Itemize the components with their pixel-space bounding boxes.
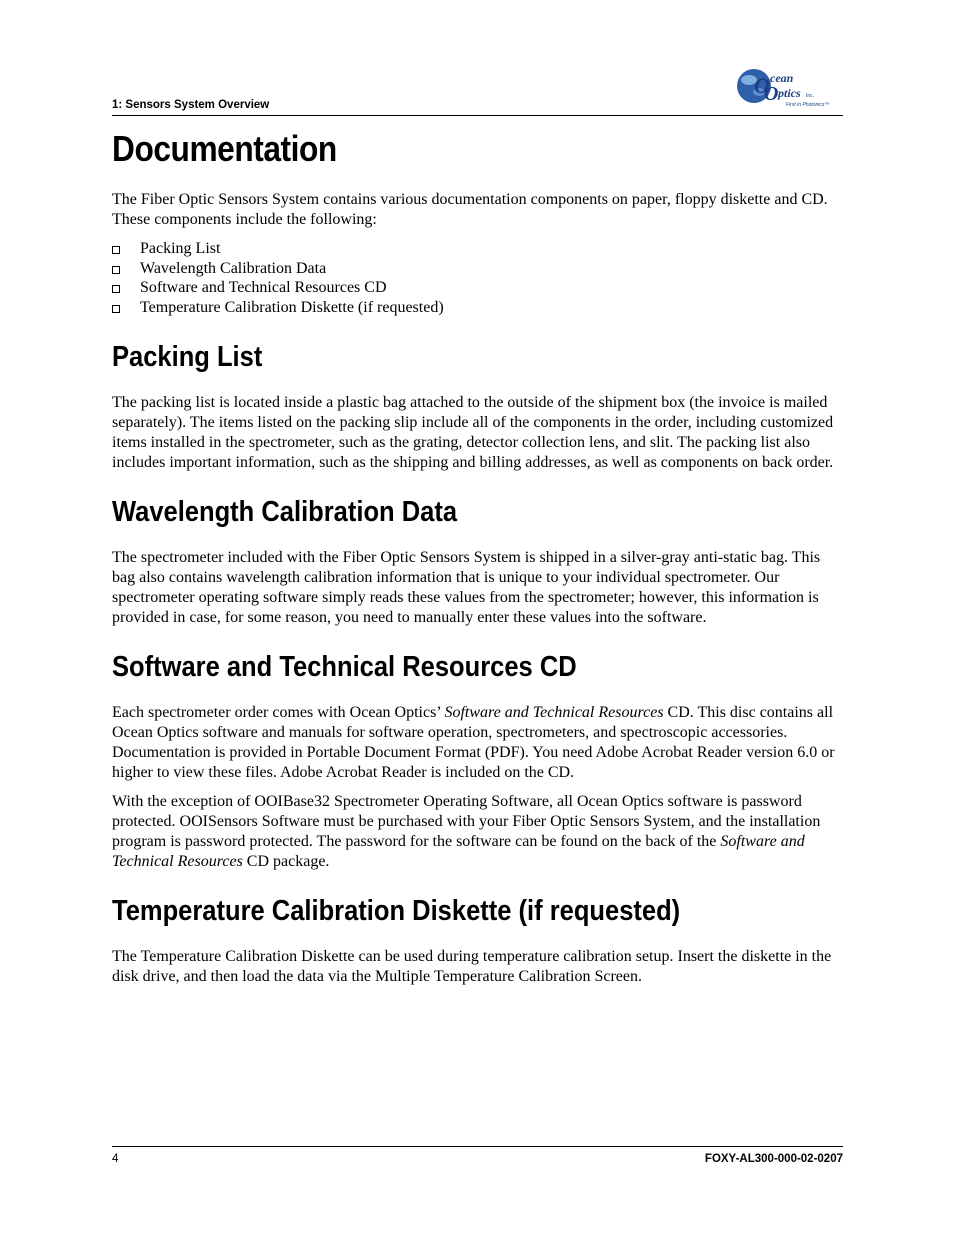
section-heading-software: Software and Technical Resources CD <box>112 650 577 683</box>
page-content <box>112 126 844 996</box>
list-item: Temperature Calibration Diskette (if requested) <box>112 298 844 318</box>
chapter-label: 1: Sensors System Overview <box>112 99 270 111</box>
checkbox-bullet-icon <box>112 246 120 254</box>
software-paragraph-2: With the exception of OOIBase32 Spectrometer Operating Software, all Ocean Optics software is password protected. OOISensors Software must be purchased with your Fiber Optic Sensors System, and the installation program is password protected. The password for the software can be found on the back of the Software and Technical Resources CD package. <box>112 792 821 870</box>
checkbox-bullet-icon <box>112 285 120 293</box>
section-heading-packing-list: Packing List <box>112 340 263 373</box>
checkbox-bullet-icon <box>112 305 120 313</box>
svg-text:O: O <box>754 73 770 98</box>
svg-text:O: O <box>764 83 779 105</box>
list-item: Software and Technical Resources CD <box>112 278 844 298</box>
list-item: Wavelength Calibration Data <box>112 259 844 279</box>
packing-list-paragraph: The packing list is located inside a plastic bag attached to the outside of the shipment box (the invoice is mailed separately). The items listed on the packing slip include all of the components in the order, including customized items installed in the spectrometer, such as the grating, detector collection lens, and slit. The packing list also includes important information, such as the shipping and billing addresses, as well as components on back order. <box>112 393 834 471</box>
checkbox-bullet-icon <box>112 266 120 274</box>
component-list <box>112 239 844 318</box>
section-heading-wavelength: Wavelength Calibration Data <box>112 495 458 528</box>
document-id: FOXY-AL300-000-02-0207 <box>704 1153 843 1165</box>
logo-tagline: First in Photonics™ <box>786 102 830 108</box>
temperature-paragraph: The Temperature Calibration Diskette can be used during temperature calibration setup. Insert the diskette in the disk drive, and then load the data via the Multiple Temperature Calibration Screen. <box>112 947 832 985</box>
logo-text-optics: ptics <box>778 86 801 100</box>
intro-paragraph: The Fiber Optic Sensors System contains various documentation components on paper, floppy diskette and CD. These components include the following: <box>112 191 828 228</box>
page-title: Documentation <box>112 128 337 169</box>
ocean-optics-logo <box>734 66 844 114</box>
list-item: Packing List <box>112 239 844 259</box>
wavelength-paragraph: The spectrometer included with the Fiber Optic Sensors System is shipped in a silver-gray anti-static bag. This bag also contains wavelength calibration information that is unique to your individual spectrometer. Our spectrometer operating software simply reads these values from the spectrometer; however, this information is provided in case, for some reason, you need to manually enter these values into the software. <box>112 548 821 626</box>
header-rule <box>112 115 843 116</box>
logo-text-ocean: cean <box>770 71 794 85</box>
software-paragraph-1: Each spectrometer order comes with Ocean Optics’ Software and Technical Resources CD. This disc contains all Ocean Optics software and manuals for software operation, spectrometers, and spectroscopic accessories. Documentation is provided in Portable Document Format (PDF). You need Adobe Acrobat Reader version 6.0 or higher to view these files. Adobe Acrobat Reader is included on the CD. <box>112 703 835 781</box>
footer-rule <box>112 1146 843 1147</box>
logo-text-inc: Inc. <box>806 93 815 99</box>
section-heading-temperature: Temperature Calibration Diskette (if requested) <box>112 894 681 927</box>
page-number: 4 <box>112 1153 119 1165</box>
